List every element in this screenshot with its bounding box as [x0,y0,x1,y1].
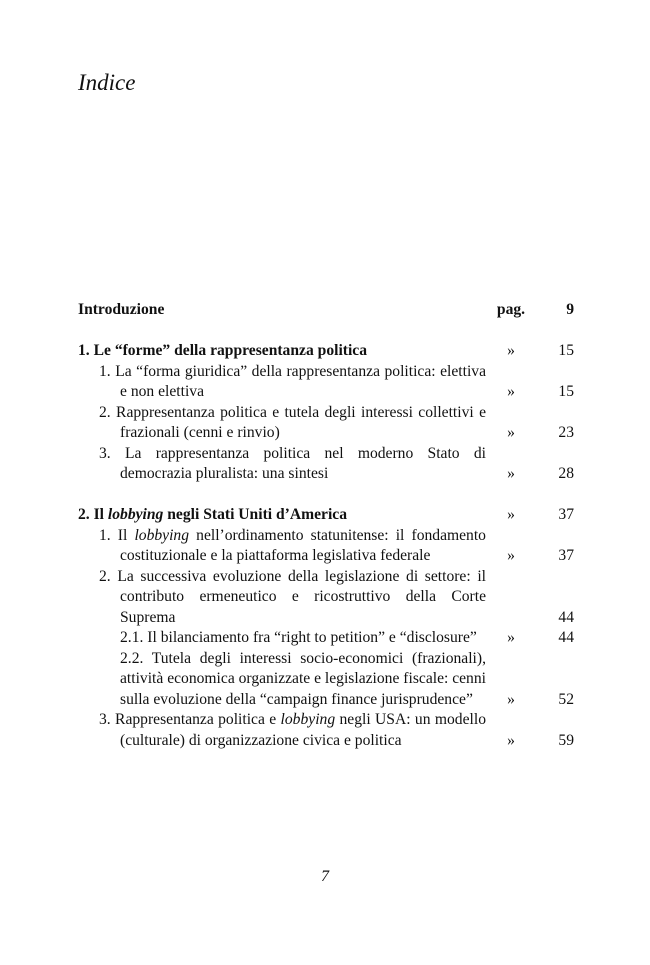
toc-entry-page: 52 [558,690,574,708]
toc-entry-marker: » [507,547,515,564]
toc-entry-marker: » [507,506,515,523]
toc-entry-page: 9 [566,301,574,318]
toc-entry-page: 44 [558,608,574,626]
toc-entry-marker: » [507,424,515,441]
toc-entry-section-1-3[interactable] [78,444,574,485]
toc-entry-title: 2.2. Tutela degli interessi socio-economici (frazionali), attività economica organizzate e legislazione fiscale: cenni sulla evoluzione della “campaign finance jurisprudence” [120,649,486,708]
toc-entry-section-2-1[interactable] [78,526,574,567]
toc-entry-marker: » [507,383,515,400]
page-number: 7 [321,868,329,885]
toc-entry-section-2-2[interactable] [78,567,574,629]
toc-entry-title: 1. La “forma giuridica” della rappresentanza politica: elettiva e non elettiva [99,362,486,400]
toc-entry-title: 3. La rappresentanza politica nel moderno Stato di democrazia pluralista: una sintesi [99,444,486,482]
page-title: Indice [78,70,136,95]
toc-entry-title: 2.1. Il bilanciamento fra “right to petition” e “disclosure” [120,629,477,646]
toc-entry-marker: » [507,465,515,482]
toc-entry-title: 3. Rappresentanza politica e lobbying negli USA: un modello (culturale) di organizzazione civica e politica [99,711,486,749]
toc-entry-page: 28 [558,465,574,482]
toc-entry-page: 23 [558,424,574,441]
toc-entry-introduction[interactable] [78,300,574,321]
toc-entry-section-1-1[interactable] [78,362,574,403]
toc-entry-marker: » [507,629,515,646]
toc-entry-title: 1. Il lobbying nell’ordinamento statunitense: il fondamento costituzionale e la piattaforma legislativa federale [99,526,486,564]
toc-entry-section-1-2[interactable] [78,403,574,444]
toc-entry-page: 15 [558,383,574,400]
toc-entry-page: 44 [558,629,574,646]
toc-entry-title: 2. Il lobbying negli Stati Uniti d’America [78,506,347,523]
toc-entry-title: 1. Le “forme” della rappresentanza politica [78,342,368,359]
toc-entry-page: 37 [558,547,574,564]
toc-entry-section-2-2-2[interactable] [78,649,574,711]
toc-entry-chapter-1[interactable] [78,341,574,362]
toc-entry-marker: pag. [496,301,526,318]
toc-entry-page: 59 [558,731,574,749]
toc-entry-title: Introduzione [78,301,165,318]
toc-entry-chapter-2[interactable] [78,505,574,526]
table-of-contents [78,300,574,751]
toc-entry-title: 2. Rappresentanza politica e tutela degli interessi collettivi e frazionali (cenni e rinvio) [99,403,486,441]
toc-entry-marker: » [507,731,515,749]
toc-entry-page: 15 [558,342,574,359]
toc-entry-page: 37 [558,506,574,523]
toc-entry-marker: » [507,690,515,708]
toc-entry-section-2-3[interactable] [78,710,574,751]
toc-entry-section-2-2-1[interactable] [78,628,574,649]
toc-entry-marker: » [507,342,515,359]
toc-entry-title: 2. La successiva evoluzione della legislazione di settore: il contributo ermeneutico e ricostruttivo della Corte Suprema [99,567,486,626]
